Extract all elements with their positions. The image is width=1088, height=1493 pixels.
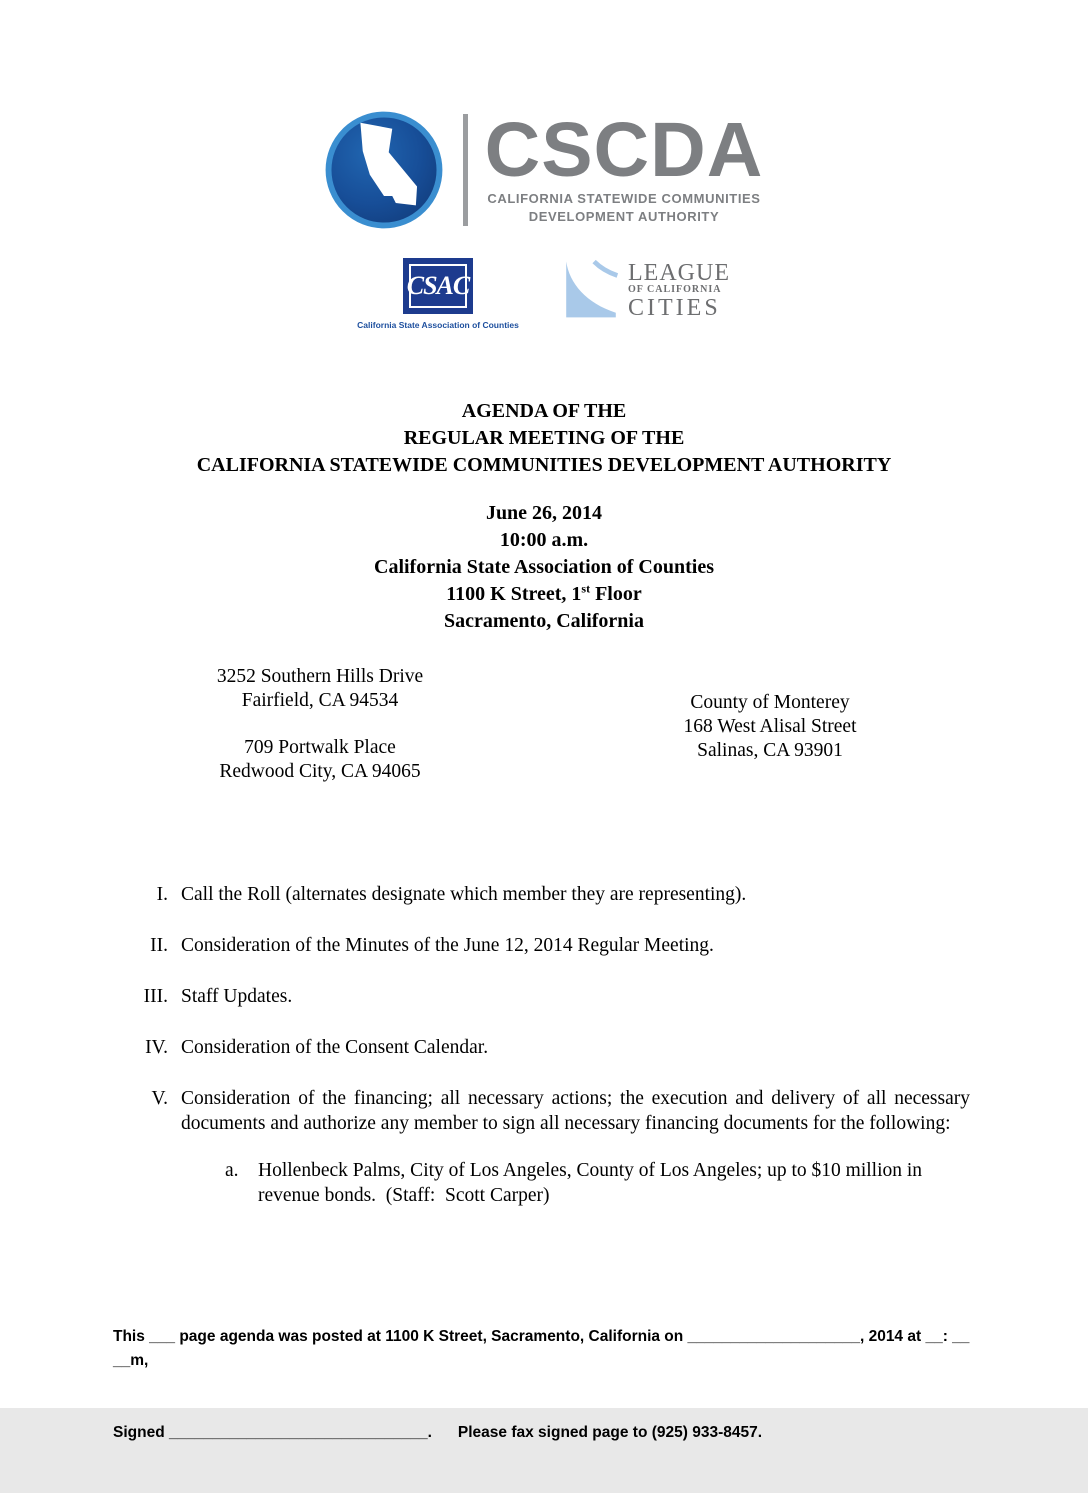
agenda-numeral: I. (156, 884, 168, 905)
agenda-subitem-letter: a. (225, 1160, 239, 1181)
cscda-wordmark: CSCDA (484, 107, 764, 193)
league-wordmark-line1: LEAGUE (628, 260, 730, 286)
location-right-line3: Salinas, CA 93901 (697, 740, 843, 761)
agenda-numeral: III. (143, 986, 168, 1007)
cscda-tagline-line1: CALIFORNIA STATEWIDE COMMUNITIES (487, 191, 761, 206)
posting-footer (113, 1277, 980, 1493)
agenda-item-1 (115, 882, 970, 907)
agenda-list (115, 882, 970, 1208)
league-wordmark-line2: OF CALIFORNIA (628, 284, 722, 295)
league-swoosh-icon (560, 260, 622, 322)
meeting-date: June 26, 2014 (485, 502, 603, 524)
meeting-org: California State Association of Counties (374, 556, 714, 578)
location-left-bottom-line1: 709 Portwalk Place (244, 737, 396, 758)
cscda-tagline (487, 190, 760, 226)
agenda-numeral: V. (151, 1088, 168, 1109)
agenda-numeral: IV. (145, 1037, 168, 1058)
agenda-text: Consideration of the Minutes of the June 12, 2014 Regular Meeting. (181, 935, 714, 956)
league-wordmark (628, 262, 730, 320)
agenda-text: Consideration of the Consent Calendar. (181, 1037, 489, 1058)
csac-acronym: CSAC (406, 271, 470, 300)
location-left-top-line1: 3252 Southern Hills Drive (216, 666, 424, 687)
cscda-wordmark-block (484, 107, 764, 226)
agenda-subitem-text: Hollenbeck Palms, City of Los Angeles, County of Los Angeles; up to $10 million in revenue bonds. (Staff: Scott Carper) (258, 1160, 927, 1206)
document-title (0, 398, 1088, 479)
location-left-bottom-line2: Redwood City, CA 94065 (219, 761, 421, 782)
cscda-logo (0, 107, 1088, 230)
footer-line-2 (113, 1421, 980, 1445)
agenda-item-5 (115, 1086, 970, 1136)
league-of-california-cities-logo (560, 260, 730, 322)
title-line1: AGENDA OF THE (461, 400, 627, 422)
agenda-subitem-a (225, 1158, 970, 1208)
title-line2: REGULAR MEETING OF THE (403, 427, 685, 449)
agenda-text: Staff Updates. (181, 986, 293, 1007)
title-line3: CALIFORNIA STATEWIDE COMMUNITIES DEVELOPMENT AUTHORITY (196, 454, 892, 476)
meeting-time: 10:00 a.m. (499, 529, 589, 551)
partner-logos-row (0, 258, 1088, 330)
meeting-street (0, 581, 1088, 608)
agenda-numeral: II. (150, 935, 168, 956)
meeting-street-ordinal: st (581, 581, 591, 596)
location-right-line2: 168 West Alisal Street (683, 716, 857, 737)
agenda-text: Call the Roll (alternates designate which member they are representing). (181, 884, 747, 905)
california-state-icon (325, 110, 443, 230)
cscda-tagline-line2: DEVELOPMENT AUTHORITY (528, 209, 720, 224)
meeting-city: Sacramento, California (444, 610, 644, 632)
meeting-details (0, 500, 1088, 635)
agenda-item-2 (115, 933, 970, 958)
logo-divider (463, 114, 468, 226)
location-left-column (150, 665, 490, 784)
agenda-item-3 (115, 984, 970, 1009)
location-right-column (605, 691, 935, 763)
location-right-line1: County of Monterey (690, 692, 850, 713)
csac-logo-icon (403, 258, 473, 314)
csac-caption: California State Association of Counties (357, 320, 519, 330)
league-wordmark-line3: CITIES (628, 295, 721, 321)
footer-line-1: This ___ page agenda was posted at 1100 K Street, Sacramento, California on ____________________, 2014 at __: __ __m, (113, 1328, 974, 1369)
agenda-item-4 (115, 1035, 970, 1060)
meeting-street-pre: 1100 K Street, 1 (446, 583, 582, 605)
footer-signed-blank: Signed ______________________________. (113, 1424, 432, 1441)
meeting-street-post: Floor (590, 583, 642, 605)
csac-logo (358, 258, 518, 330)
location-left-top-line2: Fairfield, CA 94534 (241, 690, 399, 711)
member-locations (0, 665, 1088, 795)
agenda-text: Consideration of the financing; all necessary actions; the execution and delivery of all necessary documents and authorize any member to sign all necessary financing documents for the following: (181, 1088, 970, 1134)
footer-fax-instruction: Please fax signed page to (925) 933-8457. (457, 1424, 763, 1441)
